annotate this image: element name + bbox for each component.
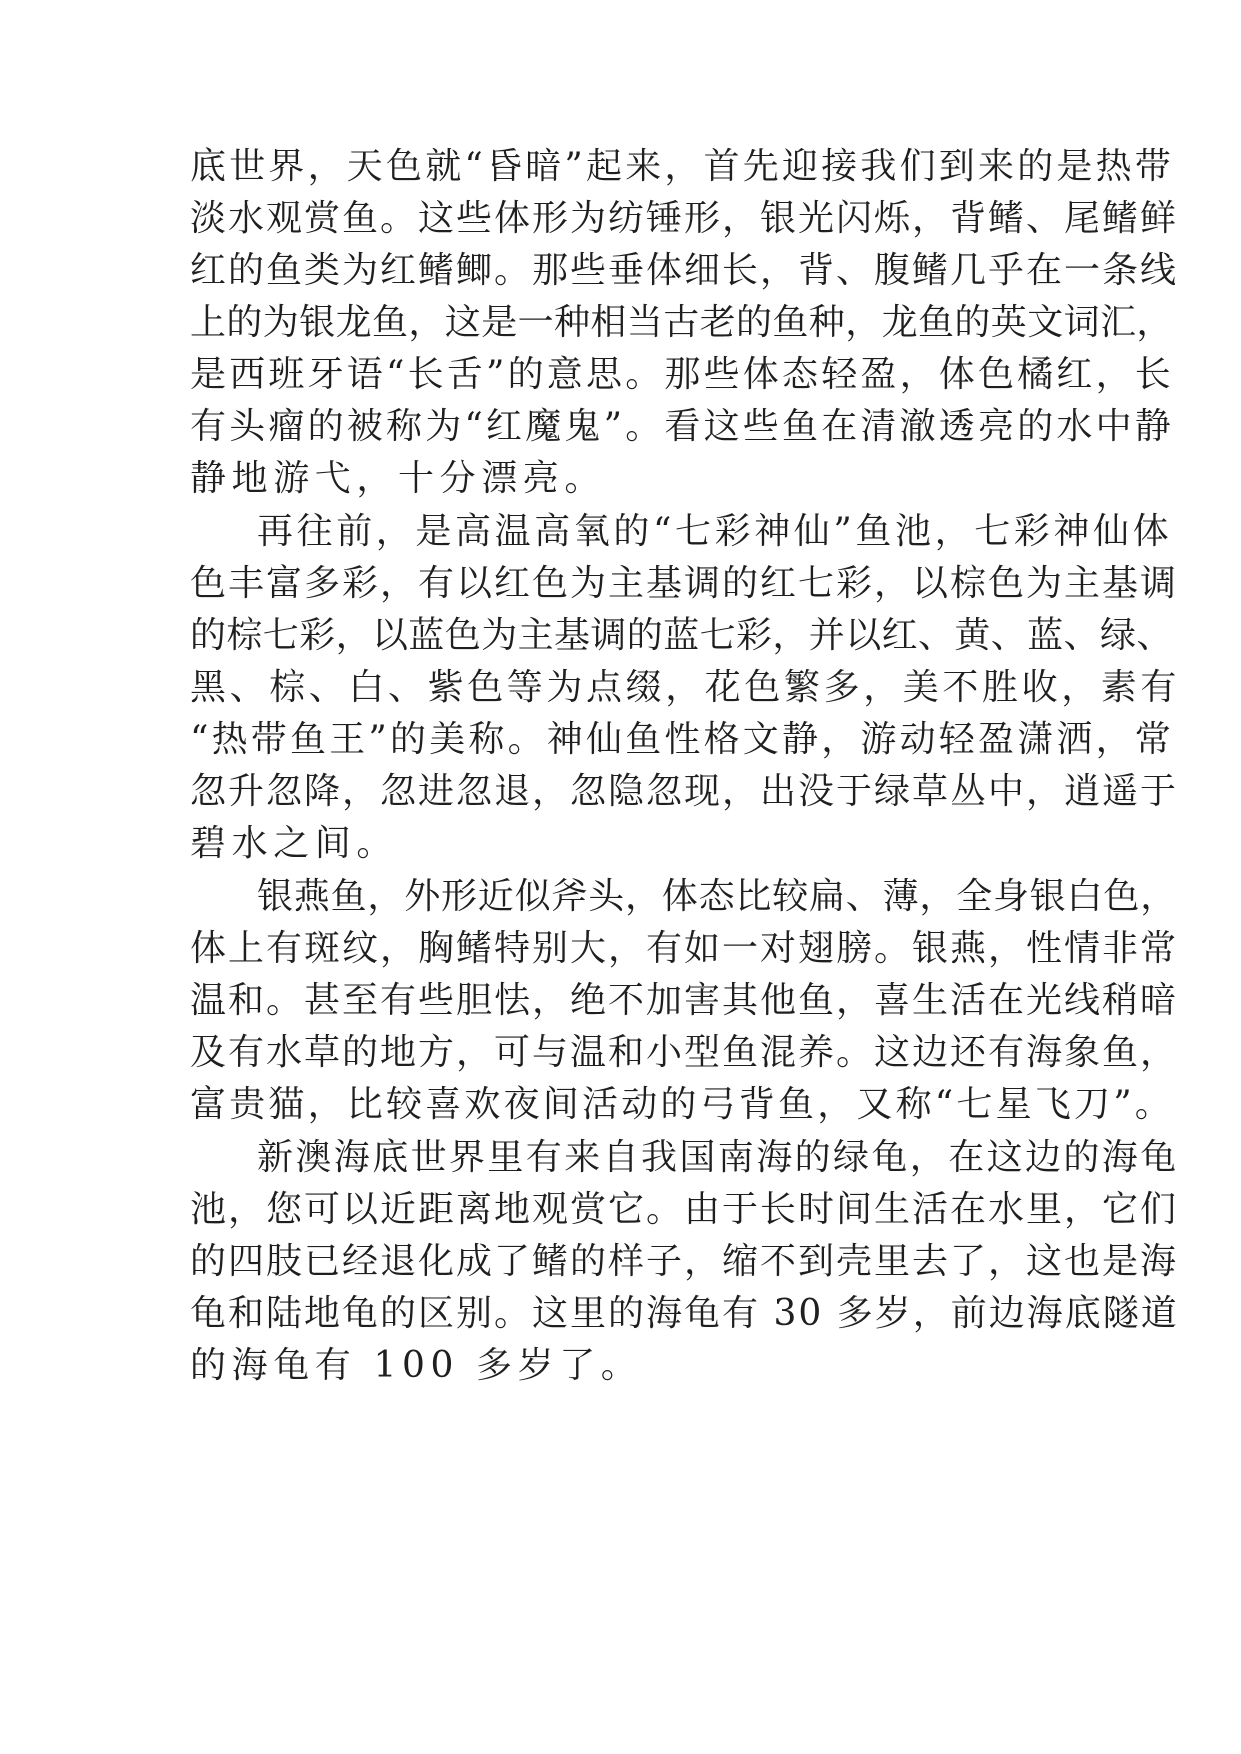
paragraph-1-line-1: 底世界，天色就“昏暗”起来，首先迎接我们到来的是热带 (190, 146, 1175, 187)
paragraph-4-line-3: 的四肢已经退化成了鳍的样子，缩不到壳里去了，这也是海 (190, 1241, 1179, 1282)
paragraph-2-line-2: 色丰富多彩，有以红色为主基调的红七彩，以棕色为主基调 (190, 563, 1179, 604)
paragraph-2-line-5: “热带鱼王”的美称。神仙鱼性格文静，游动轻盈潇洒，常 (190, 719, 1175, 760)
paragraph-1-line-7: 静地游弋，十分漂亮。 (190, 458, 607, 499)
paragraph-1-line-6: 有头瘤的被称为“红魔鬼”。看这些鱼在清澈透亮的水中静 (190, 406, 1175, 447)
paragraph-1-line-5: 是西班牙语“长舌”的意思。那些体态轻盈，体色橘红，长 (190, 354, 1175, 395)
paragraph-3-line-1: 银燕鱼，外形近似斧头，体态比较扁、薄，全身银白色， (257, 876, 1178, 917)
paragraph-3-line-2: 体上有斑纹，胸鳍特别大，有如一对翅膀。银燕，性情非常 (190, 928, 1179, 969)
paragraph-4-line-1: 新澳海底世界里有来自我国南海的绿龟，在这边的海龟 (257, 1137, 1179, 1178)
paragraph-3-line-4: 及有水草的地方，可与温和小型鱼混养。这边还有海象鱼， (190, 1032, 1179, 1073)
paragraph-4-line-5: 的海龟有 100 多岁了。 (190, 1345, 643, 1386)
paragraph-2-line-3: 的棕七彩，以蓝色为主基调的蓝七彩，并以红、黄、蓝、绿、 (190, 615, 1173, 656)
paragraph-2-line-6: 忽升忽降，忽进忽退，忽隐忽现，出没于绿草丛中，逍遥于 (190, 771, 1179, 812)
paragraph-1-line-2: 淡水观赏鱼。这些体形为纺锤形，银光闪烁，背鳍、尾鳍鲜 (190, 198, 1179, 239)
paragraph-2-line-7: 碧水之间。 (190, 823, 399, 864)
paragraph-1-line-3: 红的鱼类为红鳍鲫。那些垂体细长，背、腹鳍几乎在一条线 (190, 250, 1179, 291)
paragraph-3-line-5: 富贵猫，比较喜欢夜间活动的弓背鱼，又称“七星飞刀”。 (190, 1084, 1175, 1125)
paragraph-4-line-2: 池，您可以近距离地观赏它。由于长时间生活在水里，它们 (190, 1189, 1179, 1230)
paragraph-2-line-1: 再往前，是高温高氧的“七彩神仙”鱼池，七彩神仙体 (257, 511, 1173, 552)
paragraph-3-line-3: 温和。甚至有些胆怯，绝不加害其他鱼，喜生活在光线稍暗 (190, 980, 1179, 1021)
paragraph-1-line-4: 上的为银龙鱼，这是一种相当古老的鱼种，龙鱼的英文词汇， (190, 302, 1173, 343)
paragraph-2-line-4: 黑、棕、白、紫色等为点缀，花色繁多，美不胜收，素有 (190, 667, 1181, 708)
paragraph-4-line-4: 龟和陆地龟的区别。这里的海龟有 30 多岁，前边海底隧道 (190, 1293, 1179, 1334)
